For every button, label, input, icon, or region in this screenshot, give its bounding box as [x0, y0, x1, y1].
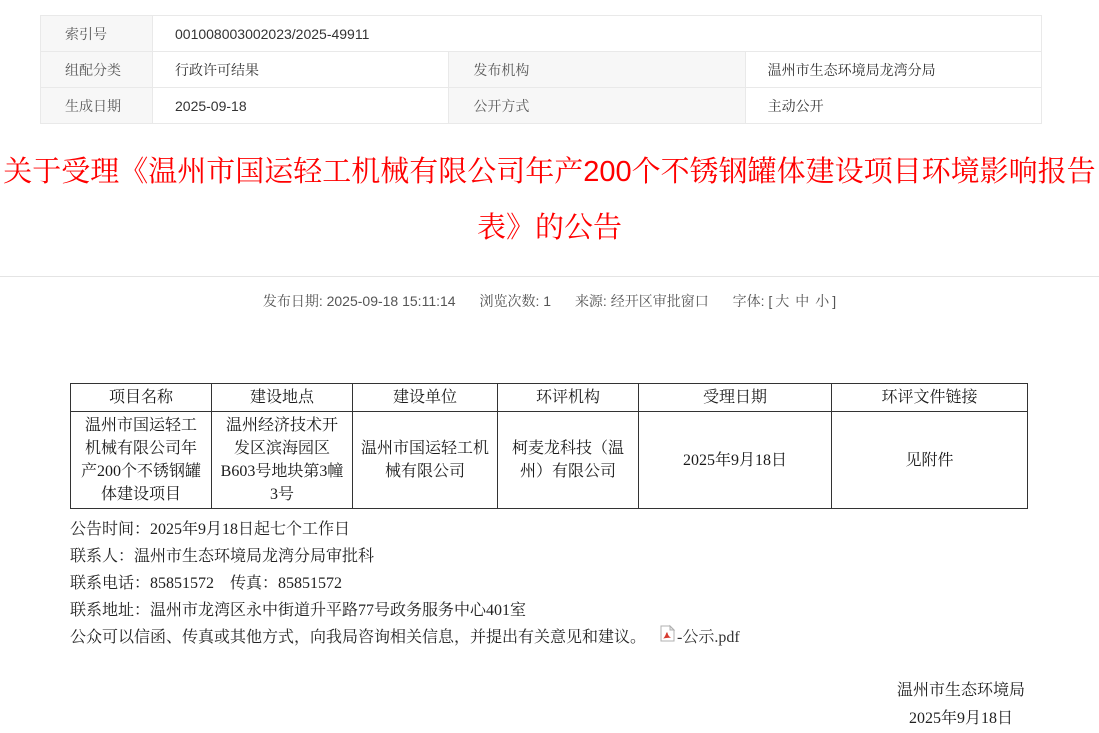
signature-block	[0, 677, 1025, 733]
meta-value-index: 001008003002023/2025-49911	[153, 16, 1042, 52]
views-label: 浏览次数:	[479, 293, 540, 309]
announcement-body	[70, 516, 1099, 651]
bracket-close: ]	[832, 293, 837, 309]
meta-label-index: 索引号	[41, 16, 153, 52]
contact-address-line: 联系地址：温州市龙湾区永中街道升平路77号政务服务中心401室	[70, 602, 527, 619]
font-size-small-button[interactable]: 小	[815, 293, 830, 309]
title-divider	[0, 276, 1099, 277]
cell-location: 温州经济技术开发区滨海园区B603号地块第3幢3号	[212, 412, 353, 509]
meta-value-publisher: 温州市生态环境局龙湾分局	[745, 52, 1041, 88]
meta-label-open-mode: 公开方式	[449, 88, 745, 124]
font-size-medium-button[interactable]: 中	[795, 293, 810, 309]
col-header-builder: 建设单位	[353, 384, 498, 412]
meta-row-date	[41, 88, 1042, 124]
contact-phone-line: 联系电话：85851572 传真：85851572	[70, 575, 343, 592]
col-header-eia-agency: 环评机构	[498, 384, 639, 412]
meta-label-category: 组配分类	[41, 52, 153, 88]
announce-period-line: 公告时间：2025年9月18日起七个工作日	[70, 521, 351, 538]
meta-label-publisher: 发布机构	[449, 52, 745, 88]
meta-row-category	[41, 52, 1042, 88]
publish-date-label: 发布日期:	[262, 293, 323, 309]
col-header-accept-date: 受理日期	[639, 384, 832, 412]
meta-value-gen-date: 2025-09-18	[153, 88, 449, 124]
cell-doc-link: 见附件	[832, 412, 1028, 509]
cell-accept-date: 2025年9月18日	[639, 412, 832, 509]
project-table-data-row	[71, 412, 1028, 509]
col-header-project-name: 项目名称	[71, 384, 212, 412]
col-header-doc-link: 环评文件链接	[832, 384, 1028, 412]
font-size-segment	[733, 293, 837, 309]
meta-label-gen-date: 生成日期	[41, 88, 153, 124]
page-title: 关于受理《温州市国运轻工机械有限公司年产200个不锈钢罐体建设项目环境影响报告表》的公告	[3, 156, 1096, 244]
cell-eia-agency: 柯麦龙科技（温州）有限公司	[498, 412, 639, 509]
source-value: 经开区审批窗口	[610, 293, 709, 309]
views-value: 1	[543, 293, 552, 309]
pdf-file-icon	[660, 624, 675, 651]
publish-date-value: 2025-09-18 15:11:14	[326, 293, 456, 309]
feedback-note: 公众可以信函、传真或其他方式，向我局咨询相关信息，并提出有关意见和建议。	[70, 629, 647, 646]
source-label: 来源:	[574, 293, 607, 309]
info-bar	[0, 291, 1099, 311]
font-size-large-button[interactable]: 大	[775, 293, 790, 309]
contact-person-line: 联系人：温州市生态环境局龙湾分局审批科	[70, 548, 375, 565]
publish-date-segment	[263, 293, 456, 309]
col-header-location: 建设地点	[212, 384, 353, 412]
cell-project-name: 温州市国运轻工机械有限公司年产200个不锈钢罐体建设项目	[71, 412, 212, 509]
meta-value-open-mode: 主动公开	[745, 88, 1041, 124]
meta-row-index	[41, 16, 1042, 52]
attachment-pdf-link[interactable]: -公示.pdf	[677, 629, 740, 646]
meta-value-category: 行政许可结果	[153, 52, 449, 88]
bracket-open: [	[768, 293, 773, 309]
signature-date: 2025年9月18日	[908, 710, 1013, 727]
feedback-line	[70, 624, 1099, 651]
project-table	[70, 383, 1028, 509]
source-segment	[575, 293, 709, 309]
metadata-table	[40, 15, 1042, 124]
project-table-header-row	[71, 384, 1028, 412]
views-segment	[479, 293, 551, 309]
signature-org: 温州市生态环境局	[896, 682, 1025, 699]
font-size-label: 字体:	[732, 293, 765, 309]
cell-builder: 温州市国运轻工机械有限公司	[353, 412, 498, 509]
